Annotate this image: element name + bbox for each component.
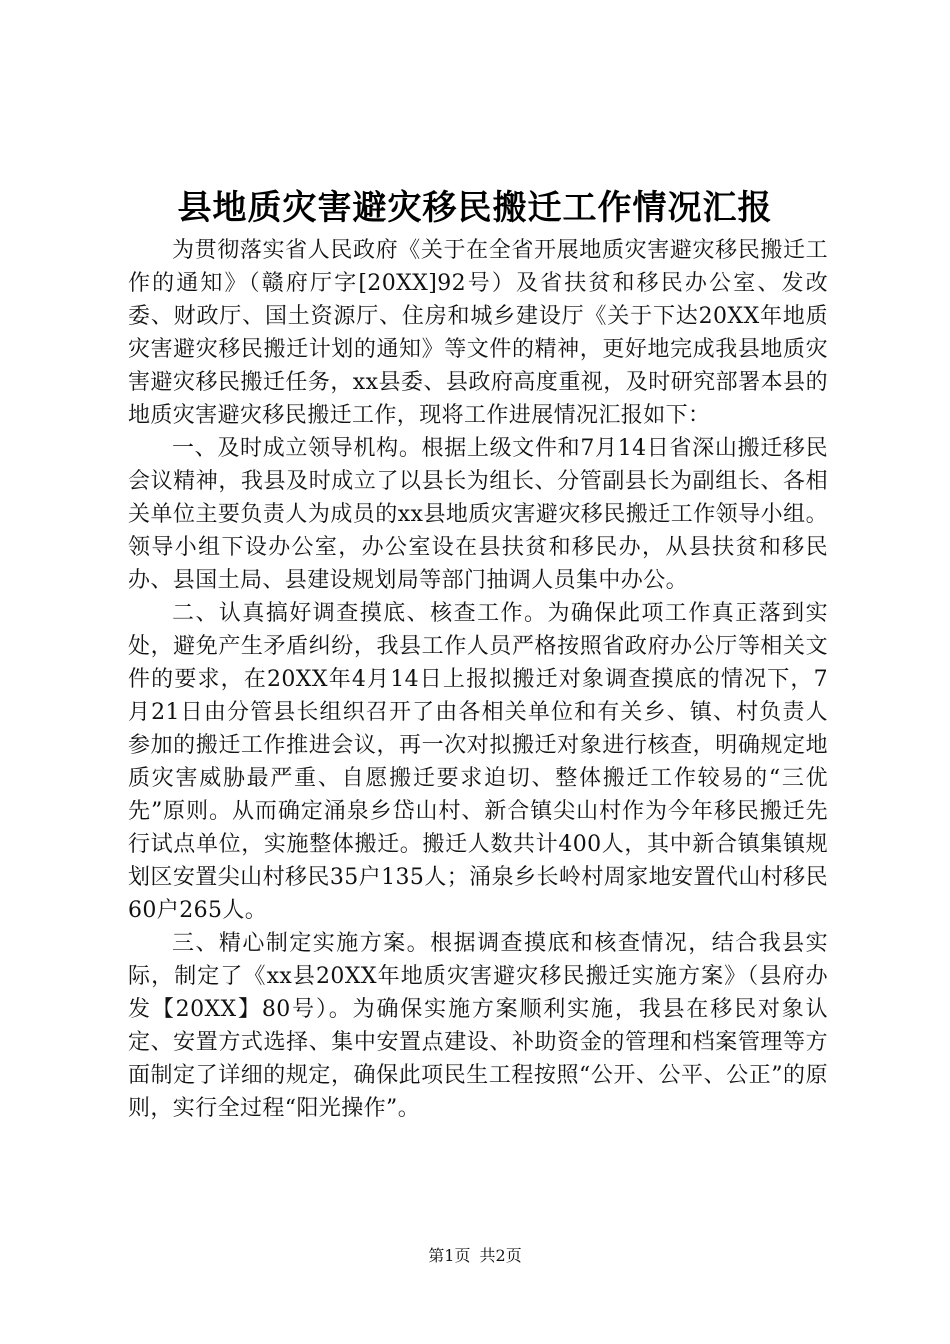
paragraph-section-3: 三、精心制定实施方案。根据调查摸底和核查情况，结合我县实际，制定了《xx县20XX年地质灾害避灾移民搬迁实施方案》（县府办发【20XX】80号）。为确保实施方案顺利实施，我县在移民对象认定、安置方式选择、集中安置点建设、补助资金的管理和档案管理等方面制定了详细的规定，确保此项民生工程按照“公开、公平、公正”的原则，实行全过程“阳光操作”。 <box>128 931 828 1121</box>
paragraph-section-2: 二、认真搞好调查摸底、核查工作。为确保此项工作真正落到实处，避免产生矛盾纠纷，我县工作人员严格按照省政府办公厅等相关文件的要求，在20XX年4月14日上报拟搬迁对象调查摸底的情况下，7月21日由分管县长组织召开了由各相关单位和有关乡、镇、村负责人参加的搬迁工作推进会议，再一次对拟搬迁对象进行核查，明确规定地质灾害威胁最严重、自愿搬迁要求迫切、整体搬迁工作较易的“三优先”原则。从而确定涌泉乡岱山村、新合镇尖山村作为今年移民搬迁先行试点单位，实施整体搬迁。搬迁人数共计400人，其中新合镇集镇规划区安置尖山村移民35户135人；涌泉乡长岭村周家地安置代山村移民60户265人。 <box>128 601 828 923</box>
page-number: 第1页 <box>428 1246 471 1265</box>
page-footer <box>0 1244 950 1268</box>
page-total: 共2页 <box>479 1246 522 1265</box>
paragraph-intro: 为贯彻落实省人民政府《关于在全省开展地质灾害避灾移民搬迁工作的通知》（赣府厅字[20XX]92号）及省扶贫和移民办公室、发改委、财政厅、国土资源厅、住房和城乡建设厅《关于下达20XX年地质灾害避灾移民搬迁计划的通知》等文件的精神，更好地完成我县地质灾害避灾移民搬迁任务，xx县委、县政府高度重视，及时研究部署本县的地质灾害避灾移民搬迁工作，现将工作进展情况汇报如下： <box>128 238 828 428</box>
paragraph-section-1: 一、及时成立领导机构。根据上级文件和7月14日省深山搬迁移民会议精神，我县及时成立了以县长为组长、分管副县长为副组长、各相关单位主要负责人为成员的xx县地质灾害避灾移民搬迁工作领导小组。领导小组下设办公室，办公室设在县扶贫和移民办，从县扶贫和移民办、县国土局、县建设规划局等部门抽调人员集中办公。 <box>128 436 828 593</box>
document-title: 县地质灾害避灾移民搬迁工作情况汇报 <box>177 188 773 228</box>
document-body <box>128 234 828 1125</box>
